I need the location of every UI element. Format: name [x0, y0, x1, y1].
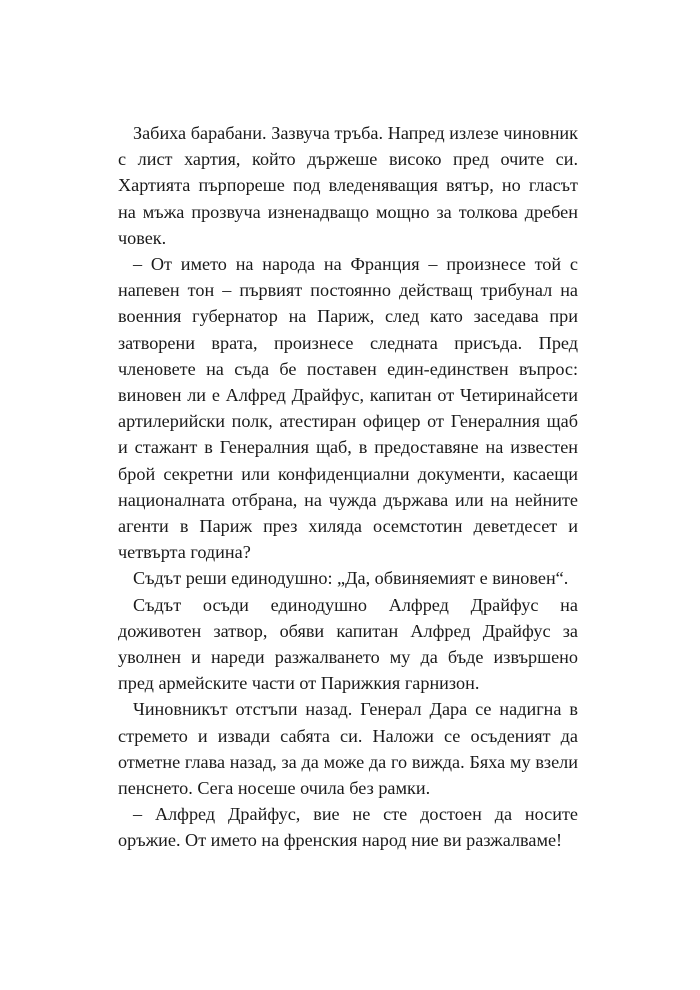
paragraph: – Алфред Драйфус, вие не сте достоен да носите оръжие. От името на френския народ ние ви разжалваме!: [118, 804, 578, 851]
paragraph: Съдът осъди единодушно Алфред Драйфус на доживотен затвор, обяви капитан Алфред Драйфус за уволнен и нареди разжалването му да бъде извършено пред армейските части от Парижкия гарнизон.: [118, 594, 578, 694]
paragraph: Чиновникът отстъпи назад. Генерал Дара се надигна в стремето и извади сабята си. Наложи се осъденият да отметне глава назад, за да може да го вижда. Бяха му взели пенснето. Сега носеше очила без рамки.: [118, 699, 578, 799]
paragraph: Съдът реши единодушно: „Да, обвиняемият е виновен“.: [133, 568, 569, 589]
paragraph: Забиха барабани. Зазвуча тръба. Напред излезе чиновник с лист хартия, който държеше високо пред очите си. Хартията пърпореше под вледеняващия вятър, но гласът на мъжа прозвуча изненадващо мощно за толкова дребен човек.: [118, 123, 578, 248]
body-text: [118, 120, 578, 854]
paragraph: – От името на народа на Франция – произнесе той с напевен тон – първият постоянно действащ трибунал на военния губернатор на Париж, след като заседава при затворени врата, произнесе следната присъда. Пред членовете на съда бе поставен един-единствен въпрос: виновен ли е Алфред Драйфус, капитан от Четиринайсети артилерийски полк, атестиран офицер от Генералния щаб и стажант в Генералния щаб, в предоставяне на известен брой секретни или конфиденциални документи, касаещи националната отбрана, на чужда държава или на нейните агенти в Париж през хиляда осемстотин деветдесет и четвърта година?: [118, 254, 578, 563]
